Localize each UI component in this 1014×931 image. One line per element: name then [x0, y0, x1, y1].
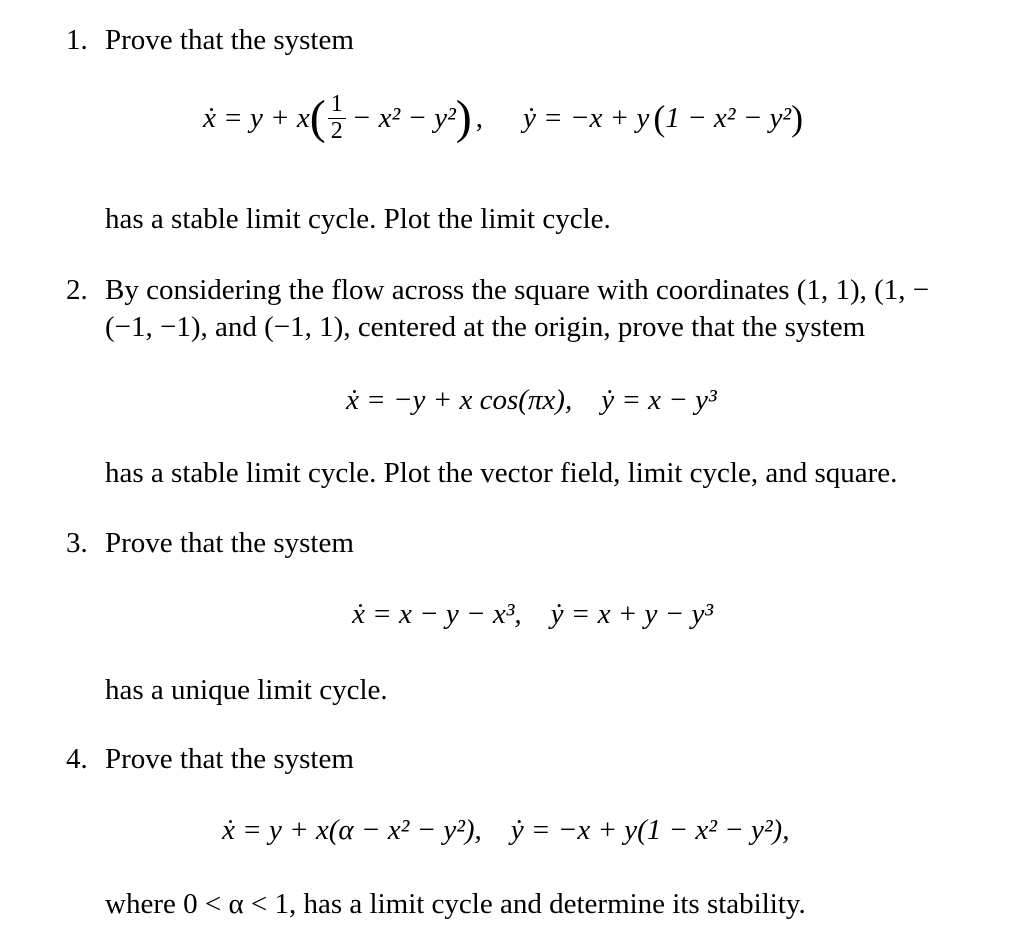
- eq1-frac-den: 2: [330, 117, 343, 144]
- problem-2-prompt-line1: By considering the flow across the square with coordinates (1, 1), (1, −: [105, 276, 930, 305]
- eq1-fraction: [328, 92, 346, 143]
- eq1-frac-num: 1: [328, 92, 346, 118]
- eq1-ydot-lhs: ẏ = −x + y: [523, 101, 650, 134]
- eq1-xdot-lhs: ẋ = y + x: [203, 101, 310, 134]
- problem-2-number: 2.: [66, 274, 88, 306]
- eq1-comma: ,: [475, 101, 484, 134]
- eq1-ydot-close-paren: ): [791, 98, 804, 138]
- eq1-close-paren: ): [455, 91, 472, 144]
- eq1-ydot-open-paren: (: [653, 98, 666, 138]
- eq1-xdot-tail: − x² − y²: [351, 101, 456, 134]
- problem-4-number: 4.: [66, 743, 88, 775]
- problem-3-conclusion: has a unique limit cycle.: [105, 674, 388, 706]
- problem-1-conclusion: has a stable limit cycle. Plot the limit cycle.: [105, 203, 611, 235]
- problem-4-prompt: Prove that the system: [105, 743, 354, 775]
- problem-1-number: 1.: [66, 24, 88, 56]
- problem-2-prompt-line2: (−1, −1), and (−1, 1), centered at the origin, prove that the system: [105, 311, 866, 343]
- problem-1-equation: [203, 88, 803, 148]
- problem-3-equation: ẋ = x − y − x³, ẏ = x + y − y³: [352, 598, 714, 630]
- problem-4-conclusion: where 0 < α < 1, has a limit cycle and determine its stability.: [105, 888, 806, 920]
- problem-3-prompt: Prove that the system: [105, 527, 354, 559]
- problem-2-equation: ẋ = −y + x cos(πx), ẏ = x − y³: [346, 384, 717, 416]
- eq1-ydot-inner: 1 − x² − y²: [665, 101, 792, 134]
- problem-4-equation: ẋ = y + x(α − x² − y²), ẏ = −x + y(1 − x² − y²),: [222, 814, 790, 846]
- problem-2-conclusion: has a stable limit cycle. Plot the vector field, limit cycle, and square.: [105, 457, 898, 489]
- eq1-open-paren: (: [309, 91, 326, 144]
- problem-3-number: 3.: [66, 527, 88, 559]
- problem-1-prompt: Prove that the system: [105, 24, 354, 56]
